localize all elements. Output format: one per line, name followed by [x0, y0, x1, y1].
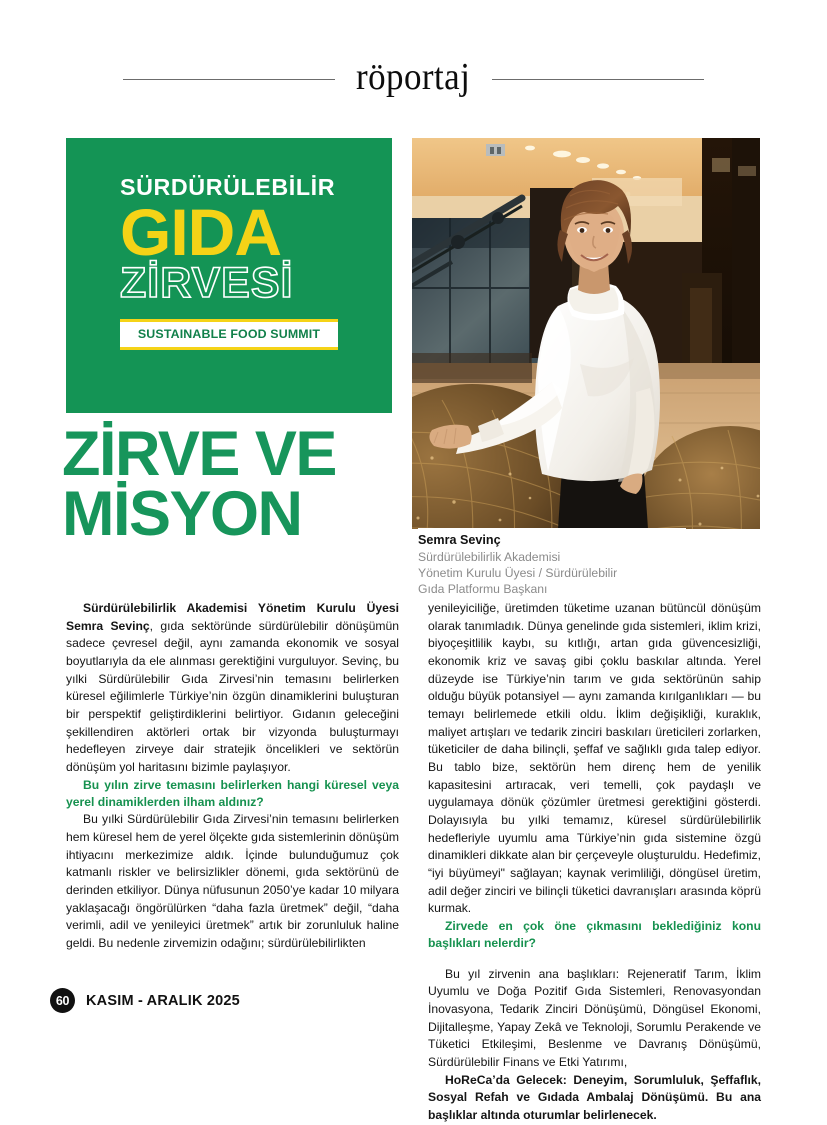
headline-line-2: MİSYON	[62, 479, 302, 550]
logo-badge-text: SUSTAINABLE FOOD SUMMIT	[137, 326, 321, 341]
page-footer	[50, 988, 240, 1013]
page-header	[0, 56, 827, 102]
body-column-left	[66, 600, 399, 953]
intro-body: , gıda sektöründe sürdürülebilir dönüşümün sadece çevresel değil, aynı zamanda ekonomik ve sosyal boyutlarıyla da ele alınması gerektiğini vurguluyor. Sevinç, bu yılki Sürdürülebilir Gıda Zirvesi’nin temasını belirlerken küresel eğilimlerle Türkiye’nin özgün dinamiklerini buluşturan bir perspektif geliştirdiklerini belirtiyor. Gıdanın geleceğini şekillendiren aktörleri ortak bir vizyonda buluşturmayı hedefleyen zirveye dair stratejik öncelikleri ve sektörün dönüşüm yol haritasını bizimle paylaşıyor.	[66, 618, 399, 775]
caption-role-line-3: Gıda Platformu Başkanı	[418, 582, 548, 597]
issue-date: KASIM - ARALIK 2025	[86, 992, 240, 1009]
question-2: Zirvede en çok öne çıkmasını beklediğiniz konu başlıkları nelerdir?	[428, 919, 761, 951]
intro-paragraph	[66, 600, 399, 777]
logo-line-zirvesi: ZİRVESİ	[120, 258, 294, 307]
header-rule-left	[123, 79, 335, 80]
caption-name: Semra Sevinç	[418, 533, 501, 547]
answer-2-bold-paragraph: HoReCa’da Gelecek: Deneyim, Sorumluluk, Şeffaflık, Sosyal Refah ve Gıdada Ambalaj Dönüşümü. Bu ana başlıklar altında oturumlar belirlenecek.	[428, 1072, 761, 1122]
logo-line-surdurulebilir: SÜRDÜRÜLEBİLİR	[120, 174, 336, 200]
intro-lead-in: Sürdürülebilirlik Akademisi Yönetim Kurulu Üyesi Semra Sevinç	[66, 601, 399, 633]
photo-caption	[418, 528, 686, 603]
portrait-photo	[412, 138, 760, 529]
headline-line-1: ZİRVE VE	[62, 419, 336, 489]
answer-1-text: Bu yılki Sürdürülebilir Gıda Zirvesi’nin temasını belirlerken hem küresel hem de yerel ölçekte gıda sistemlerinin dönüşüm ihtiyacını merkezimize aldık. İçinde bulunduğumuz çok katmanlı riskler ve belirsizlikler dönemi, gıda sektörünü de derinden etkiliyor. Dünya nüfusunun 2050’ye kadar 10 milyara yaklaşacağı öngörülürken “daha fazla üretmek” değil, “daha verimli, adil ve yenileyici üretmek” artık bir zorunluluk haline geldi. Bu nedenle zirvemizin odağını; sürdürülebilirlikten	[66, 812, 399, 950]
logo-line-gida: GIDA	[120, 194, 281, 269]
summit-logo-stack	[120, 176, 338, 350]
header-rule-right	[492, 79, 704, 80]
answer-2-paragraph: Bu yıl zirvenin ana başlıkları: Rejeneratif Tarım, İklim Uyumlu ve Doğa Pozitif Gıda Sistemleri, Renovasyondan İnovasyona, Tedarik Zinciri Dönüşümü, Döngüsel Ekonomi, Dijitalleşme, Yapay Zekâ ve Teknoloji, Sorumlu Perakende ve Tüketici Etkileşimi, Beslenme ve Davranış Dönüşümü, Sürdürülebilir Finans ve Etki Yatırımı,	[428, 966, 761, 1069]
portrait-photo-illustration	[412, 138, 760, 529]
answer-1-continued	[66, 811, 399, 952]
body-column-right	[428, 600, 761, 1125]
page-number-badge: 60	[50, 988, 75, 1013]
question-1: Bu yılın zirve temasını belirlerken hangi küresel veya yerel dinamiklerden ilham aldınız?	[66, 777, 399, 809]
caption-role-line-1: Sürdürülebilirlik Akademisi	[418, 549, 561, 564]
section-kicker: röportaj	[356, 56, 471, 98]
answer-1-carryover: yenileyiciliğe, üretimden tüketime uzanan bütüncül dönüşüm olarak tanımladık. Dünya genelinde gıda sistemleri, iklim krizi, biyoçeşitlilik kaybı, su kıtlığı, artan gıda güvencesizliği, ekonomik kriz ve savaş gibi çoklu baskılar altında. Yerel düzeyde ise Türkiye’nin tarım ve gıda sektörünün sahip olduğu büyük potansiyel — aynı zamanda kırılganlıkları — bu temayı belirlemede etkili oldu. İklim değişikliği, kuraklık, maliyet artışları ve tedarik zinciri baskıları üreticileri zorlarken, tüketiciler de daha bilinçli, şeffaf ve sağlıklı gıda talep ediyor. Bu tablo bize, sektörün hem direnç hem de yenilik kapasitesini artıracak, veri temelli, çok paydaşlı ve uygulamaya dönük çözümler üretmesi gerektiğini gösterdi. Dolayısıyla bu yılki temamız, küresel sürdürülebilirlik hedefleriyle uyumlu ama Türkiye’nin gıda sistemine özgü dinamikleri dikkate alan bir çerçeveyle oluşturuldu. Hedefimiz, “iyi büyümeyi" sağlayan; kaynak verimliliği, döngüsel üretim, adil değer zinciri ve bilinçli tüketici davranışları arasında köprü kurmak.	[428, 601, 761, 916]
summit-logo-panel	[66, 138, 392, 413]
logo-badge	[120, 319, 338, 350]
caption-role-line-2: Yönetim Kurulu Üyesi / Sürdürülebilir	[418, 565, 618, 580]
article-headline	[62, 419, 412, 550]
